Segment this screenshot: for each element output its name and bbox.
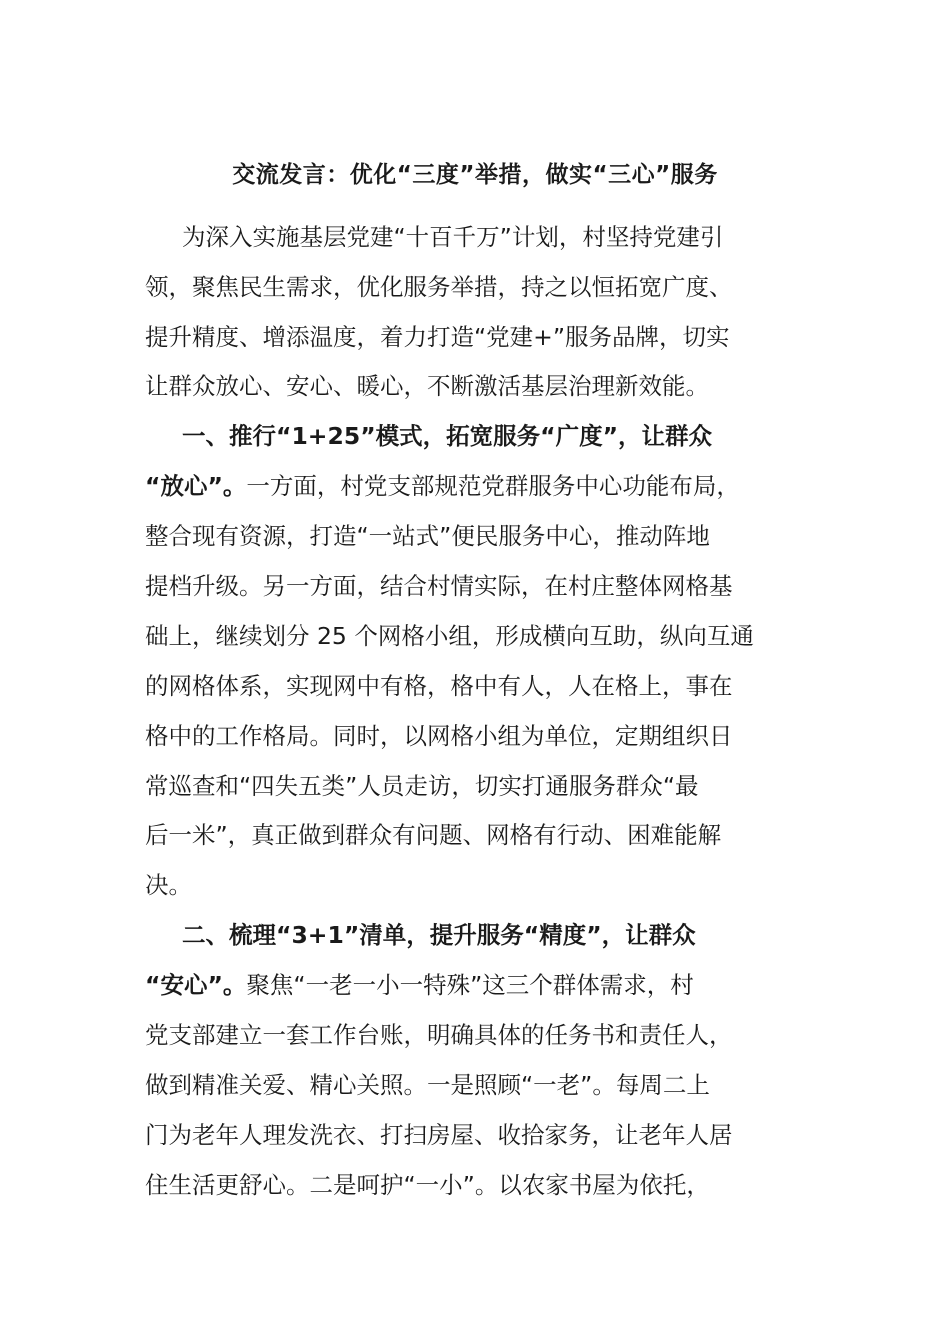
section-2-line-3: 党支部建立一套工作台账，明确具体的任务书和责任人， xyxy=(145,1021,733,1049)
section-1-line-10: 决。 xyxy=(145,871,192,899)
section-2-line-4: 做到精准关爱、精心关照。一是照顾“一老”。每周二上 xyxy=(145,1071,710,1099)
section-1-line-2 xyxy=(145,461,740,511)
section-2-body-start: 聚焦“一老一小一特殊”这三个群体需求，村 xyxy=(246,971,694,999)
section-1-line-7: 格中的工作格局。同时，以网格小组为单位，定期组织日 xyxy=(145,722,733,750)
section-2-heading: 二、梳理“3+1”清单，提升服务“精度”，让群众 xyxy=(182,921,696,949)
document-title: 交流发言：优化“三度”举措，做实“三心”服务 xyxy=(232,162,718,188)
section-1-heading-tail: “放心”。 xyxy=(145,472,247,500)
section-1-line-5: 础上，继续划分 25 个网格小组，形成横向互助，纵向互通 xyxy=(145,622,754,650)
section-1-line-8: 常巡查和“四失五类”人员走访，切实打通服务群众“最 xyxy=(145,772,699,800)
paragraph-1-line-4: 让群众放心、安心、暖心，不断激活基层治理新效能。 xyxy=(145,372,709,400)
paragraph-1-line-2: 领，聚焦民生需求，优化服务举措，持之以恒拓宽广度、 xyxy=(145,273,733,301)
section-1-line-3: 整合现有资源，打造“一站式”便民服务中心，推动阵地 xyxy=(145,522,710,550)
paragraph-1-line-1: 为深入实施基层党建“十百千万”计划，村坚持党建引 xyxy=(182,223,724,251)
section-1-body-start: 一方面，村党支部规范党群服务中心功能布局， xyxy=(246,472,740,500)
section-1-line-4: 提档升级。另一方面，结合村情实际，在村庄整体网格基 xyxy=(145,572,733,600)
section-1-line-6: 的网格体系，实现网中有格，格中有人，人在格上，事在 xyxy=(145,672,733,700)
section-2-line-2 xyxy=(145,960,694,1010)
section-2-line-5: 门为老年人理发洗衣、打扫房屋、收拾家务，让老年人居 xyxy=(145,1121,733,1149)
paragraph-1-line-3: 提升精度、增添温度，着力打造“党建+”服务品牌，切实 xyxy=(145,323,730,351)
section-2-line-6: 住生活更舒心。二是呵护“一小”。以农家书屋为依托， xyxy=(145,1171,710,1199)
section-2-heading-tail: “安心”。 xyxy=(145,971,247,999)
section-1-heading: 一、推行“1+25”模式，拓宽服务“广度”，让群众 xyxy=(182,422,713,450)
section-1-line-9: 后一米”，真正做到群众有问题、网格有行动、困难能解 xyxy=(145,821,722,849)
